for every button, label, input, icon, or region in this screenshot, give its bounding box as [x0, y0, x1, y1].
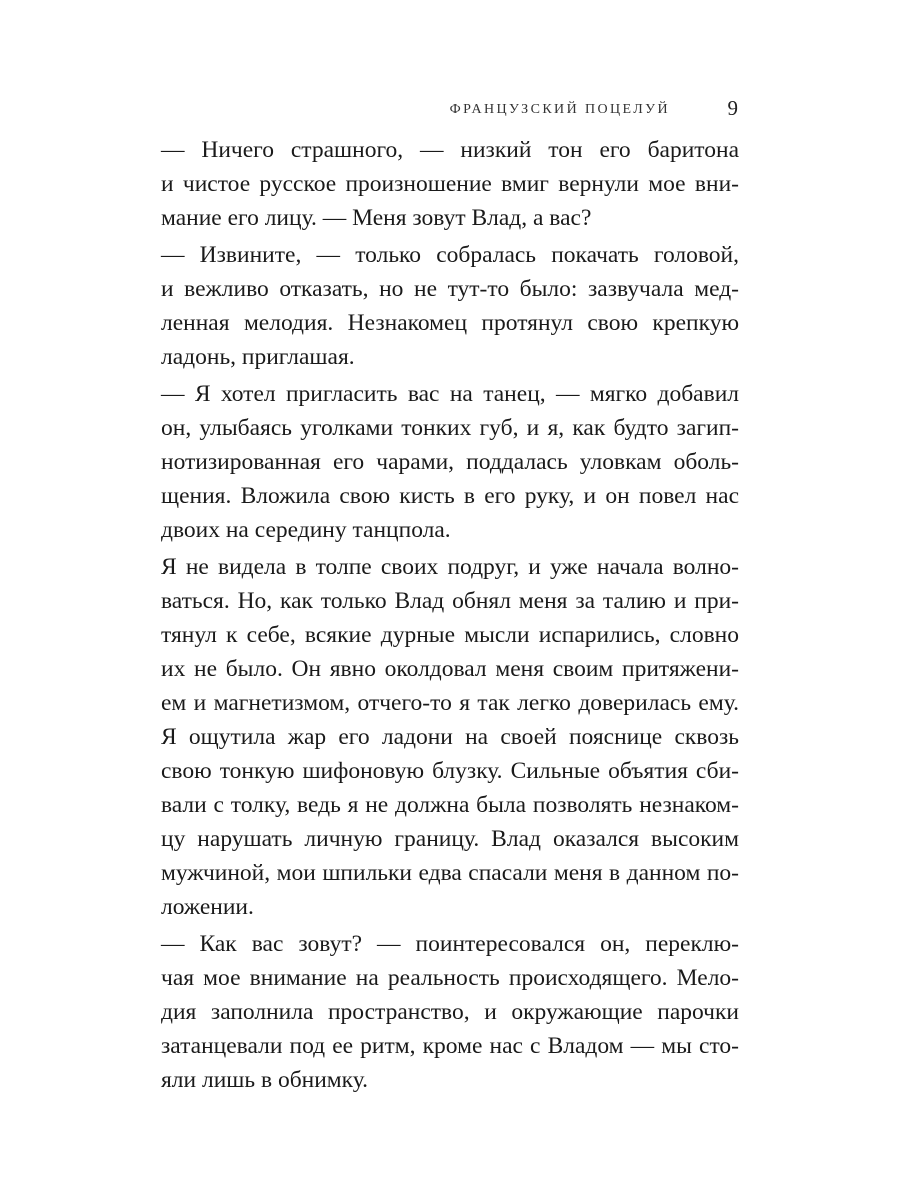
text-line: двоих на середину танцпола.	[161, 517, 451, 543]
text-line: яли лишь в обнимку.	[161, 1067, 369, 1093]
text-line: — Как вас зовут? — поинтересовался он, переклю-	[161, 931, 739, 957]
paragraph-5	[161, 927, 739, 1097]
text-line: ложении.	[161, 894, 254, 920]
text-line: мужчиной, мои шпильки едва спасали меня в данном по-	[161, 860, 739, 886]
text-line: — Я хотел пригласить вас на танец, — мягко добавил	[161, 381, 739, 407]
paragraph-3	[161, 377, 739, 547]
page-number: 9	[727, 96, 738, 120]
text-line: ладонь, приглашая.	[161, 344, 355, 370]
text-line: тянул к себе, всякие дурные мысли испарились, словно	[161, 622, 739, 648]
text-line: щения. Вложила свою кисть в его руку, и он повел нас	[161, 483, 739, 509]
paragraph-2	[161, 238, 739, 374]
text-line: — Извините, — только собралась покачать головой,	[161, 242, 739, 268]
text-line: вали с толку, ведь я не должна была позволять незнаком-	[161, 792, 739, 818]
text-line: ем и магнетизмом, отчего-то я так легко доверилась ему.	[161, 690, 739, 716]
text-line: свою тонкую шифоновую блузку. Сильные объятия сби-	[161, 758, 739, 784]
text-line: их не было. Он явно околдовал меня своим притяжени-	[161, 656, 739, 682]
text-line: Я не видела в толпе своих подруг, и уже начала волно-	[161, 554, 739, 580]
paragraph-4	[161, 550, 739, 924]
text-line: дия заполнила пространство, и окружающие парочки	[161, 999, 739, 1025]
text-line: затанцевали под ее ритм, кроме нас с Владом — мы сто-	[161, 1033, 739, 1059]
text-line: Я ощутила жар его ладони на своей пояснице сквозь	[161, 724, 739, 750]
text-line: — Ничего страшного, — низкий тон его баритона	[161, 137, 739, 163]
running-title: ФРАНЦУЗСКИЙ ПОЦЕЛУЙ	[449, 102, 670, 117]
text-line: нотизированная его чарами, поддалась уловкам оболь-	[161, 449, 739, 475]
body-text	[161, 133, 739, 1100]
text-line: и чистое русское произношение вмиг вернули мое вни-	[161, 171, 739, 197]
text-line: мание его лицу. — Меня зовут Влад, а вас?	[161, 205, 592, 231]
text-line: и вежливо отказать, но не тут-то было: зазвучала мед-	[161, 276, 739, 302]
text-line: он, улыбаясь уголками тонких губ, и я, как будто загип-	[161, 415, 739, 441]
text-line: цу нарушать личную границу. Влад оказался высоким	[161, 826, 739, 852]
running-header	[160, 92, 740, 128]
text-line: чая мое внимание на реальность происходящего. Мело-	[161, 965, 739, 991]
paragraph-1	[161, 133, 739, 235]
text-line: ваться. Но, как только Влад обнял меня за талию и при-	[161, 588, 739, 614]
text-line: ленная мелодия. Незнакомец протянул свою крепкую	[161, 310, 739, 336]
